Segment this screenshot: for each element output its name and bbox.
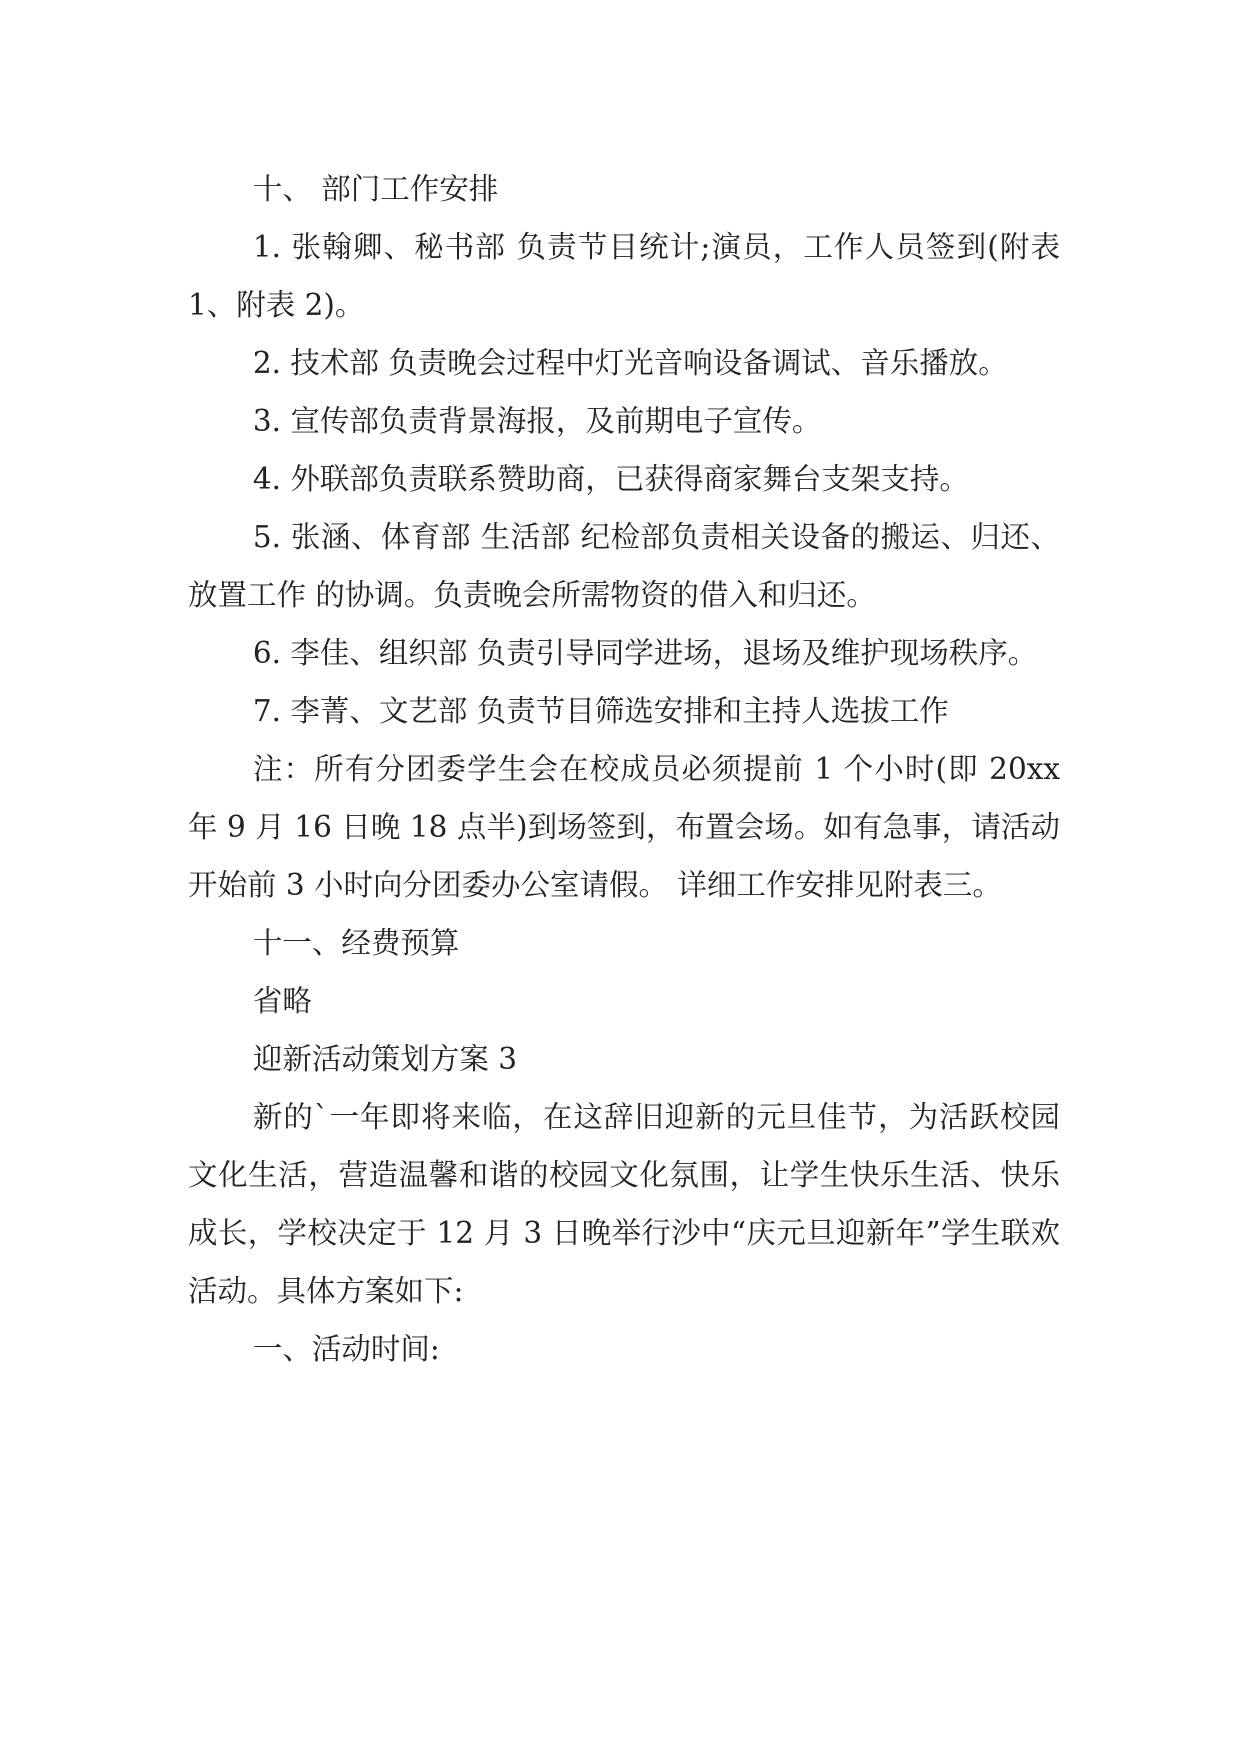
section-heading-department-arrangement: 十、 部门工作安排 [252, 172, 499, 206]
section-heading-budget: 十一、经费预算 [252, 926, 460, 960]
arrangement-item-2: 2. 技术部 负责晚会过程中灯光音响设备调试、音乐播放。 [252, 346, 1008, 380]
arrangement-note: 注：所有分团委学生会在校成员必须提前 1 个小时(即 20xx 年 9 月 16 日晚 18 点半)到场签到，布置会场。如有急事，请活动开始前 3 小时向分团委办公室请假。 详细工作安排见附表三。 [188, 752, 1060, 902]
arrangement-item-6: 6. 李佳、组织部 负责引导同学进场，退场及维护现场秩序。 [252, 636, 1038, 670]
budget-text: 省略 [252, 984, 312, 1018]
arrangement-item-5: 5. 张涵、体育部 生活部 纪检部负责相关设备的搬运、归还、放置工作 的协调。负责晚会所需物资的借入和归还。 [188, 520, 1060, 612]
section-heading-activity-time: 一、活动时间: [252, 1332, 440, 1366]
arrangement-item-3: 3. 宣传部负责背景海报，及前期电子宣传。 [252, 404, 822, 438]
arrangement-item-4: 4. 外联部负责联系赞助商，已获得商家舞台支架支持。 [252, 462, 969, 496]
plan-3-title: 迎新活动策划方案 3 [252, 1042, 518, 1076]
arrangement-item-1: 1. 张翰卿、秘书部 负责节目统计;演员，工作人员签到(附表 1、附表 2)。 [188, 230, 1060, 322]
document-page [188, 160, 1060, 1378]
plan-3-intro: 新的`一年即将来临，在这辞旧迎新的元旦佳节，为活跃校园文化生活，营造温馨和谐的校园文化氛围，让学生快乐生活、快乐成长，学校决定于 12 月 3 日晚举行沙中“庆元旦迎新年”学生联欢活动。具体方案如下: [188, 1100, 1060, 1308]
arrangement-item-7: 7. 李菁、文艺部 负责节目筛选安排和主持人选拔工作 [252, 694, 949, 728]
